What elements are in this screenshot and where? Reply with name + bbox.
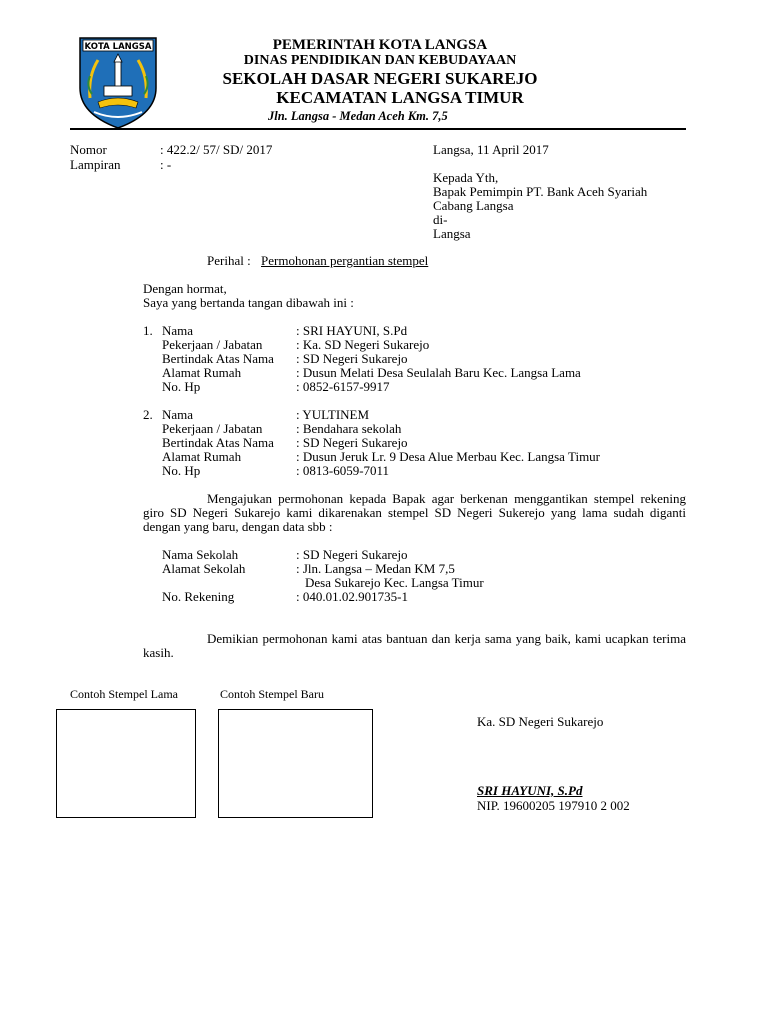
- field-label: Nama: [162, 323, 194, 338]
- field-label: Bertindak Atas Nama: [162, 435, 274, 450]
- field-value: : Dusun Jeruk Lr. 9 Desa Alue Merbau Kec. Langsa Timur: [296, 449, 601, 464]
- subject-value: Permohonan pergantian stempel: [261, 253, 429, 268]
- old-stamp-box: [56, 709, 196, 818]
- field-value: : 0813-6059-7011: [296, 463, 390, 478]
- lampiran-label: Lampiran: [70, 157, 121, 172]
- field-label: Alamat Rumah: [162, 365, 242, 380]
- school-address-label: Alamat Sekolah: [162, 561, 246, 576]
- school-name-label: Nama Sekolah: [162, 547, 239, 562]
- field-label: Pekerjaan / Jabatan: [162, 421, 263, 436]
- letter-date: Langsa, 11 April 2017: [433, 142, 549, 157]
- school-name-value: : SD Negeri Sukarejo: [296, 547, 408, 562]
- field-value: : YULTINEM: [296, 407, 370, 422]
- request-paragraph: Mengajukan permohonan kepada Bapak agar berkenan menggantikan stempel rekening giro SD Negeri Sukarejo kami dikarenakan stempel SD Negeri Sukerejo yang lama sudah diganti dengan yang baru, dengan data sbb :: [143, 491, 686, 534]
- district-title: KECAMATAN LANGSA TIMUR: [276, 88, 524, 107]
- field-label: No. Hp: [162, 463, 201, 478]
- new-stamp-box: [218, 709, 373, 818]
- school-address-value-2: Desa Sukarejo Kec. Langsa Timur: [305, 575, 484, 590]
- recipient-greeting: Kepada Yth,: [433, 170, 499, 185]
- salutation: Dengan hormat,: [143, 281, 227, 296]
- svg-text:KOTA LANGSA: KOTA LANGSA: [84, 42, 152, 52]
- school-title: SEKOLAH DASAR NEGERI SUKAREJO: [222, 69, 538, 88]
- recipient-name: Bapak Pemimpin PT. Bank Aceh Syariah: [433, 184, 648, 199]
- signature-nip: NIP. 19600205 197910 2 002: [477, 798, 630, 813]
- field-value: : SD Negeri Sukarejo: [296, 351, 408, 366]
- field-value: : SRI HAYUNI, S.Pd: [296, 323, 408, 338]
- account-label: No. Rekening: [162, 589, 235, 604]
- nomor-label: Nomor: [70, 142, 107, 157]
- account-value: : 040.01.02.901735-1: [296, 589, 408, 604]
- closing-paragraph: Demikian permohonan kami atas bantuan dan kerja sama yang baik, kami ucapkan terima kasih.: [143, 631, 686, 660]
- field-value: : SD Negeri Sukarejo: [296, 435, 408, 450]
- person-number: 1.: [143, 323, 153, 338]
- department-title: DINAS PENDIDIKAN DAN KEBUDAYAAN: [243, 53, 517, 68]
- recipient-city: Langsa: [433, 226, 471, 241]
- subject-label: Perihal :: [207, 253, 251, 268]
- nomor-value: : 422.2/ 57/ SD/ 2017: [160, 142, 273, 157]
- person-number: 2.: [143, 407, 153, 422]
- school-address-value: : Jln. Langsa – Medan KM 7,5: [296, 561, 455, 576]
- field-label: Alamat Rumah: [162, 449, 242, 464]
- field-label: Pekerjaan / Jabatan: [162, 337, 263, 352]
- old-stamp-label: Contoh Stempel Lama: [70, 687, 178, 701]
- signature-title: Ka. SD Negeri Sukarejo: [477, 714, 604, 729]
- field-value: : Ka. SD Negeri Sukarejo: [296, 337, 430, 352]
- field-value: : 0852-6157-9917: [296, 379, 390, 394]
- letterhead-rule: [70, 128, 686, 130]
- field-value: : Bendahara sekolah: [296, 421, 402, 436]
- recipient-branch: Cabang Langsa: [433, 198, 514, 213]
- signature-name: SRI HAYUNI, S.Pd: [477, 783, 583, 798]
- field-label: Nama: [162, 407, 194, 422]
- kota-langsa-logo: [78, 36, 158, 130]
- field-label: Bertindak Atas Nama: [162, 351, 274, 366]
- gov-title: PEMERINTAH KOTA LANGSA: [272, 37, 488, 53]
- intro-line: Saya yang bertanda tangan dibawah ini :: [143, 295, 354, 310]
- letterhead-address: Jln. Langsa - Medan Aceh Km. 7,5: [268, 109, 448, 123]
- lampiran-value: : -: [160, 157, 172, 172]
- field-value: : Dusun Melati Desa Seulalah Baru Kec. Langsa Lama: [296, 365, 581, 380]
- recipient-di: di-: [433, 212, 448, 227]
- new-stamp-label: Contoh Stempel Baru: [220, 687, 324, 701]
- field-label: No. Hp: [162, 379, 201, 394]
